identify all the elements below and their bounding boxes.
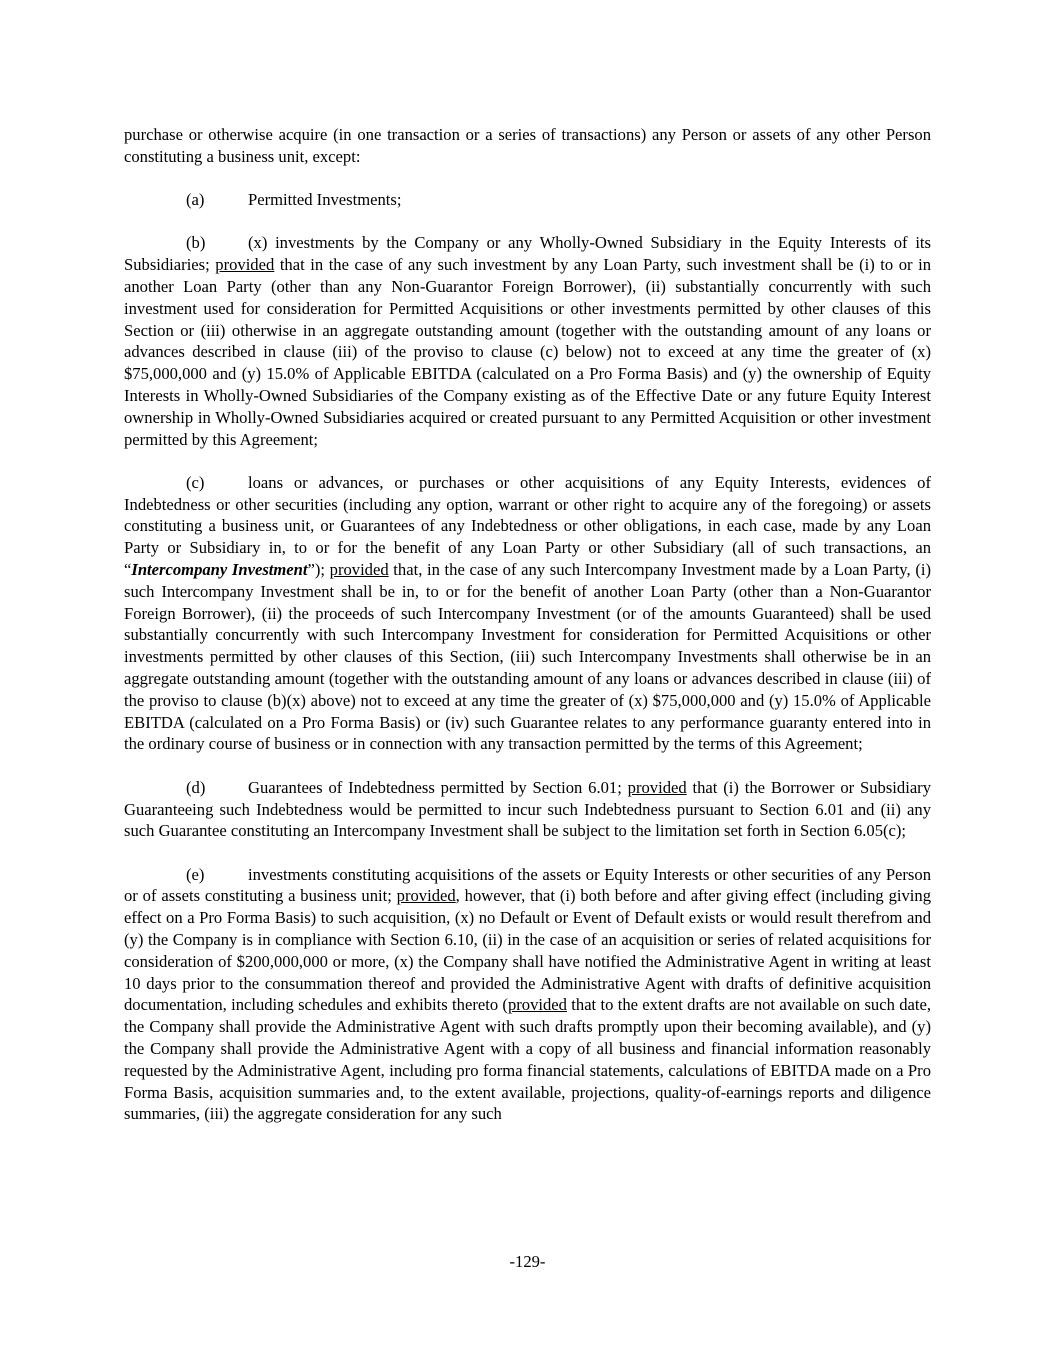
- page-number: -129-: [509, 1252, 546, 1271]
- clause-c-defined-term: Intercompany Investment: [131, 560, 308, 580]
- clause-e-label: (e): [186, 864, 205, 884]
- clause-e-text-3: that to the extent drafts are not available on such date, the Company shall provide the Administrative Agent with such drafts promptly upon their becoming available), and (y) the Company shall provide the Administrative Agent with a copy of all business and financial information reasonably requested by the Administrative Agent, including pro forma financial statements, calculations of EBITDA made on a Pro Forma Basis, acquisition summaries and, to the extent available, projections, quality-of-earnings reports and diligence summaries, (iii) the aggregate consideration for any such: [124, 995, 931, 1124]
- clause-a: [124, 189, 931, 211]
- clause-e-provided-2: provided: [507, 995, 567, 1015]
- clause-b-text-1: (x) investments by the Company or any Wholly-Owned Subsidiary in the Equity Interests of its Subsidiaries;: [124, 233, 931, 275]
- clause-b-text-2: that in the case of any such investment by any Loan Party, such investment shall be (i) to or in another Loan Party (other than any Non-Guarantor Foreign Borrower), (ii) substantially concurrently with such investment used for consideration for Permitted Acquisitions or other investments permitted by other clauses of this Section or (iii) otherwise in an aggregate outstanding amount (together with the outstanding amount of any loans or advances described in clause (iii) of the proviso to clause (c) below) not to exceed at any time the greater of (x) $75,000,000 and (y) 15.0% of Applicable EBITDA (calculated on a Pro Forma Basis) and (y) the ownership of Equity Interests in Wholly-Owned Subsidiaries of the Company existing as of the Effective Date or any future Equity Interest ownership in Wholly-Owned Subsidiaries acquired or created pursuant to any Permitted Acquisition or other investment permitted by this Agreement;: [124, 255, 931, 449]
- clause-d-text-1: Guarantees of Indebtedness permitted by Section 6.01;: [248, 777, 628, 797]
- clause-c-label: (c): [186, 472, 205, 492]
- clause-b-label: (b): [186, 233, 206, 253]
- clause-a-text: Permitted Investments;: [248, 190, 402, 210]
- clause-d-provided: provided: [627, 777, 687, 797]
- clause-e-provided: provided: [396, 886, 456, 906]
- clause-c-text-1: loans or advances, or purchases or other acquisitions of any Equity Interests, evidences of Indebtedness or other securities (including any option, warrant or other right to acquire any of the foregoing) or assets constituting a business unit, or Guarantees of any Indebtedness or other obligations, in each case, made by any Loan Party or Subsidiary in, to or for the benefit of any Loan Party or other Subsidiary (all of such transactions, an “: [124, 472, 931, 580]
- clause-e-text-1: investments constituting acquisitions of the assets or Equity Interests or other securities of any Person or of assets constituting a business unit;: [124, 864, 931, 906]
- clause-c: [124, 472, 931, 755]
- clause-c-provided: provided: [329, 560, 389, 580]
- clause-d: [124, 777, 931, 842]
- clause-b-provided: provided: [215, 255, 275, 275]
- clause-d-text-2: that (i) the Borrower or Subsidiary Guaranteeing such Indebtedness would be permitted to incur such Indebtedness pursuant to Section 6.01 and (ii) any such Guarantee constituting an Intercompany Investment shall be subject to the limitation set forth in Section 6.05(c);: [124, 777, 932, 841]
- clause-b: [124, 232, 931, 450]
- clause-e-text-2: , however, that (i) both before and after giving effect (including giving effect on a Pro Forma Basis) to such acquisition, (x) no Default or Event of Default exists or would result therefrom and (y) the Company is in compliance with Section 6.10, (ii) in the case of an acquisition or series of related acquisitions for consideration of $200,000,000 or more, (x) the Company shall have notified the Administrative Agent in writing at least 10 days prior to the consummation thereof and provided the Administrative Agent with drafts of definitive acquisition documentation, including schedules and exhibits thereto (: [124, 886, 931, 1015]
- clause-d-label: (d): [186, 777, 206, 797]
- clause-c-text-3: that, in the case of any such Intercompany Investment made by a Loan Party, (i) such Intercompany Investment shall be in, to or for the benefit of another Loan Party (other than a Non-Guarantor Foreign Borrower), (ii) the proceeds of such Intercompany Investment (or of the amounts Guaranteed) shall be used substantially concurrently with such Intercompany Investment for consideration for Permitted Acquisitions or other investments permitted by other clauses of this Section, (iii) such Intercompany Investments shall otherwise be in an aggregate outstanding amount (together with the outstanding amount of any loans or advances described in clause (iii) of the proviso to clause (b)(x) above) not to exceed at any time the greater of (x) $75,000,000 and (y) 15.0% of Applicable EBITDA (calculated on a Pro Forma Basis) or (iv) such Guarantee relates to any performance guaranty entered into in the ordinary course of business or in connection with any transaction permitted by the terms of this Agreement;: [124, 560, 931, 754]
- clause-a-label: (a): [186, 190, 205, 210]
- clause-e: [124, 864, 931, 1126]
- intro-paragraph: purchase or otherwise acquire (in one transaction or a series of transactions) any Person or assets of any other Person constituting a business unit, except:: [124, 125, 931, 166]
- clause-c-text-2: ”);: [307, 560, 330, 580]
